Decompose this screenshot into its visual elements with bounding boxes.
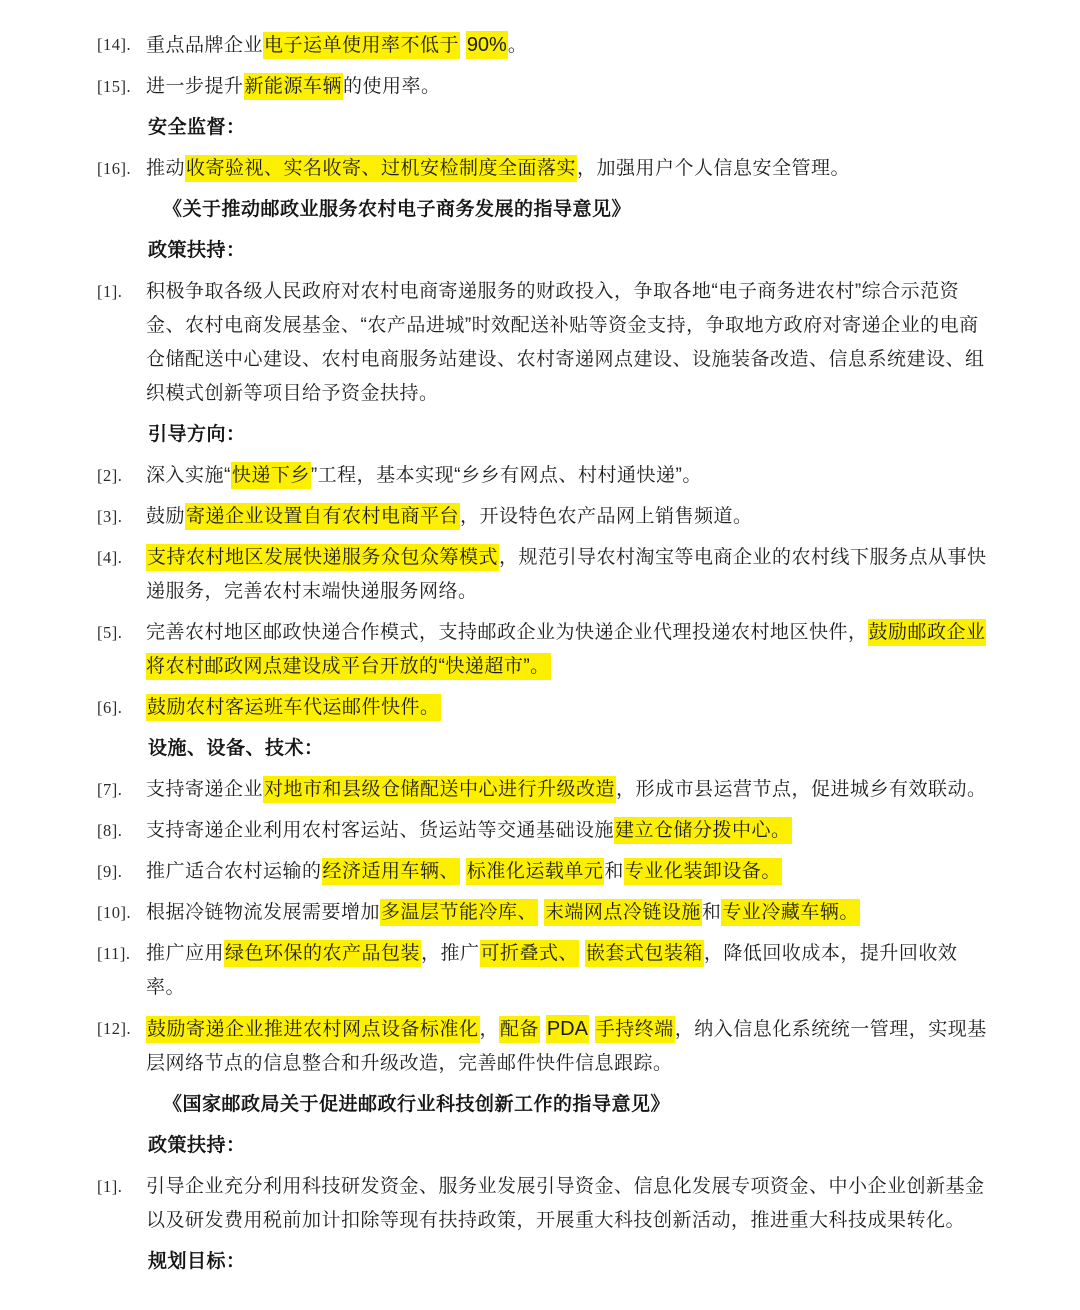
plain-text: 支持寄递企业: [146, 779, 264, 800]
plain-text: [460, 861, 466, 882]
plain-text: 重点品牌企业: [146, 35, 264, 56]
list-item: [97, 1170, 987, 1238]
plain-text: 根据冷链物流发展需要增加: [146, 902, 381, 923]
item-number: [6].: [97, 698, 123, 717]
highlighted-text: 手持终端: [595, 1016, 675, 1043]
item-text: [146, 937, 987, 1005]
list-item: [97, 459, 987, 493]
document-content: [97, 28, 987, 1279]
item-text: [146, 1012, 987, 1081]
plain-text: [579, 943, 585, 964]
section-heading: 设施、设备、技术：: [148, 738, 324, 759]
highlighted-text: 收寄验视、实名收寄、过机安检制度全面落实: [185, 155, 577, 182]
plain-text: ，形成市县运营节点，促进城乡有效联动。: [616, 779, 987, 800]
list-item: [97, 937, 987, 1005]
item-number: [12].: [97, 1019, 132, 1038]
highlighted-text: 末端网点冷链设施: [544, 899, 702, 926]
plain-text: ，规范引导农村淘宝等电商企业的农村线下服务点从事快递服务，完善农村末端快递服务网络。: [146, 547, 987, 602]
plain-text: [538, 902, 544, 923]
list-item: [97, 28, 987, 63]
list-item: [97, 152, 987, 186]
item-number: [15].: [97, 77, 132, 96]
plain-text: ”工程，基本实现“乡乡有网点、村村通快递”。: [310, 465, 702, 486]
plain-text: 和: [701, 902, 722, 923]
plain-text: ，: [479, 1019, 500, 1040]
item-text: [146, 691, 987, 725]
plain-text: 积极争取各级人民政府对农村电商寄递服务的财政投入，争取各地“电子商务进农村”综合示范资金、农村电商发展基金、“农产品进城”时效配送补贴等资金支持，争取地方政府对寄递企业的电商仓储配送中心建设、农村电商服务站建设、农村寄递网点建设、设施装备改造、信息系统建设、组织模式创新等项目给予资金扶持。: [146, 281, 985, 404]
plain-text: 推广应用: [146, 943, 225, 964]
plain-text: 完善农村地区邮政快递合作模式，支持邮政企业为快递企业代理投递农村地区快件，: [146, 622, 868, 643]
highlighted-text: 新能源车辆: [244, 73, 344, 100]
item-text: [146, 152, 987, 186]
highlighted-text: 嵌套式包装箱: [585, 940, 704, 967]
plain-text: 推广适合农村运输的: [146, 861, 322, 882]
highlighted-text: 90%: [466, 31, 508, 59]
item-text: [146, 896, 987, 930]
item-text: [146, 541, 987, 609]
highlighted-text: 多温层节能冷库、: [380, 899, 538, 926]
plain-text: 引导企业充分利用科技研发资金、服务业发展引导资金、信息化发展专项资金、中小企业创新基金以及研发费用税前加计扣除等现有扶持政策，开展重大科技创新活动，推进重大科技成果转化。: [146, 1176, 985, 1231]
highlighted-text: PDA: [546, 1015, 589, 1043]
list-item: [97, 855, 987, 889]
highlighted-text: 配备: [499, 1016, 540, 1043]
highlighted-text: 支持农村地区发展快递服务众包众筹模式: [146, 544, 499, 571]
item-number: [14].: [97, 35, 132, 54]
list-item: [97, 773, 987, 807]
list-item: [97, 1012, 987, 1081]
highlighted-text: 电子运单使用率不低于: [263, 32, 460, 59]
item-number: [5].: [97, 623, 123, 642]
item-text: [146, 70, 987, 104]
document-title: 《关于推动邮政业服务农村电子商务发展的指导意见》: [163, 199, 632, 220]
item-text: [146, 855, 987, 889]
highlighted-text: 经济适用车辆、: [322, 858, 461, 885]
list-item: [97, 275, 987, 411]
plain-text: 和: [604, 861, 624, 882]
item-text: [146, 275, 987, 411]
highlighted-text: 寄递企业设置自有农村电商平台: [185, 503, 460, 530]
list-item: [97, 541, 987, 609]
highlighted-text: 专业化装卸设备。: [624, 858, 782, 885]
item-number: [16].: [97, 159, 132, 178]
plain-text: [460, 35, 466, 56]
item-text: [146, 500, 987, 534]
plain-text: 支持寄递企业利用农村客运站、货运站等交通基础设施: [146, 820, 615, 841]
item-number: [7].: [97, 780, 123, 799]
item-number: [11].: [97, 944, 131, 963]
item-text: [146, 1170, 987, 1238]
item-text: [146, 814, 987, 848]
plain-text: ，推广: [421, 943, 480, 964]
item-number: [9].: [97, 862, 123, 881]
plain-text: ，开设特色农产品网上销售频道。: [460, 506, 753, 527]
plain-text: 深入实施“: [146, 465, 231, 486]
section-heading: 安全监督：: [148, 117, 246, 138]
highlighted-text: 鼓励邮政企业将农村邮政网点建设成平台开放的“快递超市”。: [146, 619, 986, 680]
plain-text: 的使用率。: [343, 76, 441, 97]
highlighted-text: 对地市和县级仓储配送中心进行升级改造: [263, 776, 616, 803]
highlighted-text: 可折叠式、: [480, 940, 580, 967]
plain-text: [589, 1019, 595, 1040]
highlighted-text: 绿色环保的农产品包装: [224, 940, 421, 967]
item-text: [146, 616, 987, 684]
item-number: [10].: [97, 903, 132, 922]
item-number: [2].: [97, 466, 123, 485]
plain-text: 。: [507, 35, 528, 56]
plain-text: ，加强用户个人信息安全管理。: [577, 158, 851, 179]
item-number: [1].: [97, 282, 123, 301]
section-heading: 引导方向：: [148, 424, 246, 445]
item-number: [8].: [97, 821, 123, 840]
list-item: [97, 896, 987, 930]
item-text: [146, 773, 987, 807]
document-title: 《国家邮政局关于促进邮政行业科技创新工作的指导意见》: [163, 1094, 671, 1115]
list-item: [97, 616, 987, 684]
plain-text: 推动: [146, 158, 186, 179]
plain-text: 进一步提升: [146, 76, 244, 97]
list-item: [97, 500, 987, 534]
highlighted-text: 鼓励农村客运班车代运邮件快件。: [146, 694, 441, 721]
highlighted-text: 建立仓储分拨中心。: [614, 817, 792, 844]
item-text: [146, 459, 987, 493]
item-number: [3].: [97, 507, 123, 526]
item-number: [4].: [97, 548, 123, 567]
list-item: [97, 814, 987, 848]
plain-text: [540, 1019, 546, 1040]
highlighted-text: 快递下乡: [231, 462, 311, 489]
section-heading: 规划目标：: [148, 1251, 246, 1272]
plain-text: ，纳入信息化系统统一管理，实现基层网络节点的信息整合和升级改造，完善邮件快件信息跟踪。: [146, 1019, 987, 1074]
highlighted-text: 鼓励寄递企业推进农村网点设备标准化: [146, 1016, 480, 1043]
highlighted-text: 标准化运载单元: [466, 858, 605, 885]
item-number: [1].: [97, 1177, 123, 1196]
section-heading: 政策扶持：: [148, 1135, 246, 1156]
plain-text: 鼓励: [146, 506, 186, 527]
highlighted-text: 专业冷藏车辆。: [721, 899, 860, 926]
section-heading: 政策扶持：: [148, 240, 246, 261]
list-item: [97, 70, 987, 104]
plain-text: ，降低回收成本，提升回收效率。: [146, 943, 958, 998]
item-text: [146, 28, 987, 63]
list-item: [97, 691, 987, 725]
